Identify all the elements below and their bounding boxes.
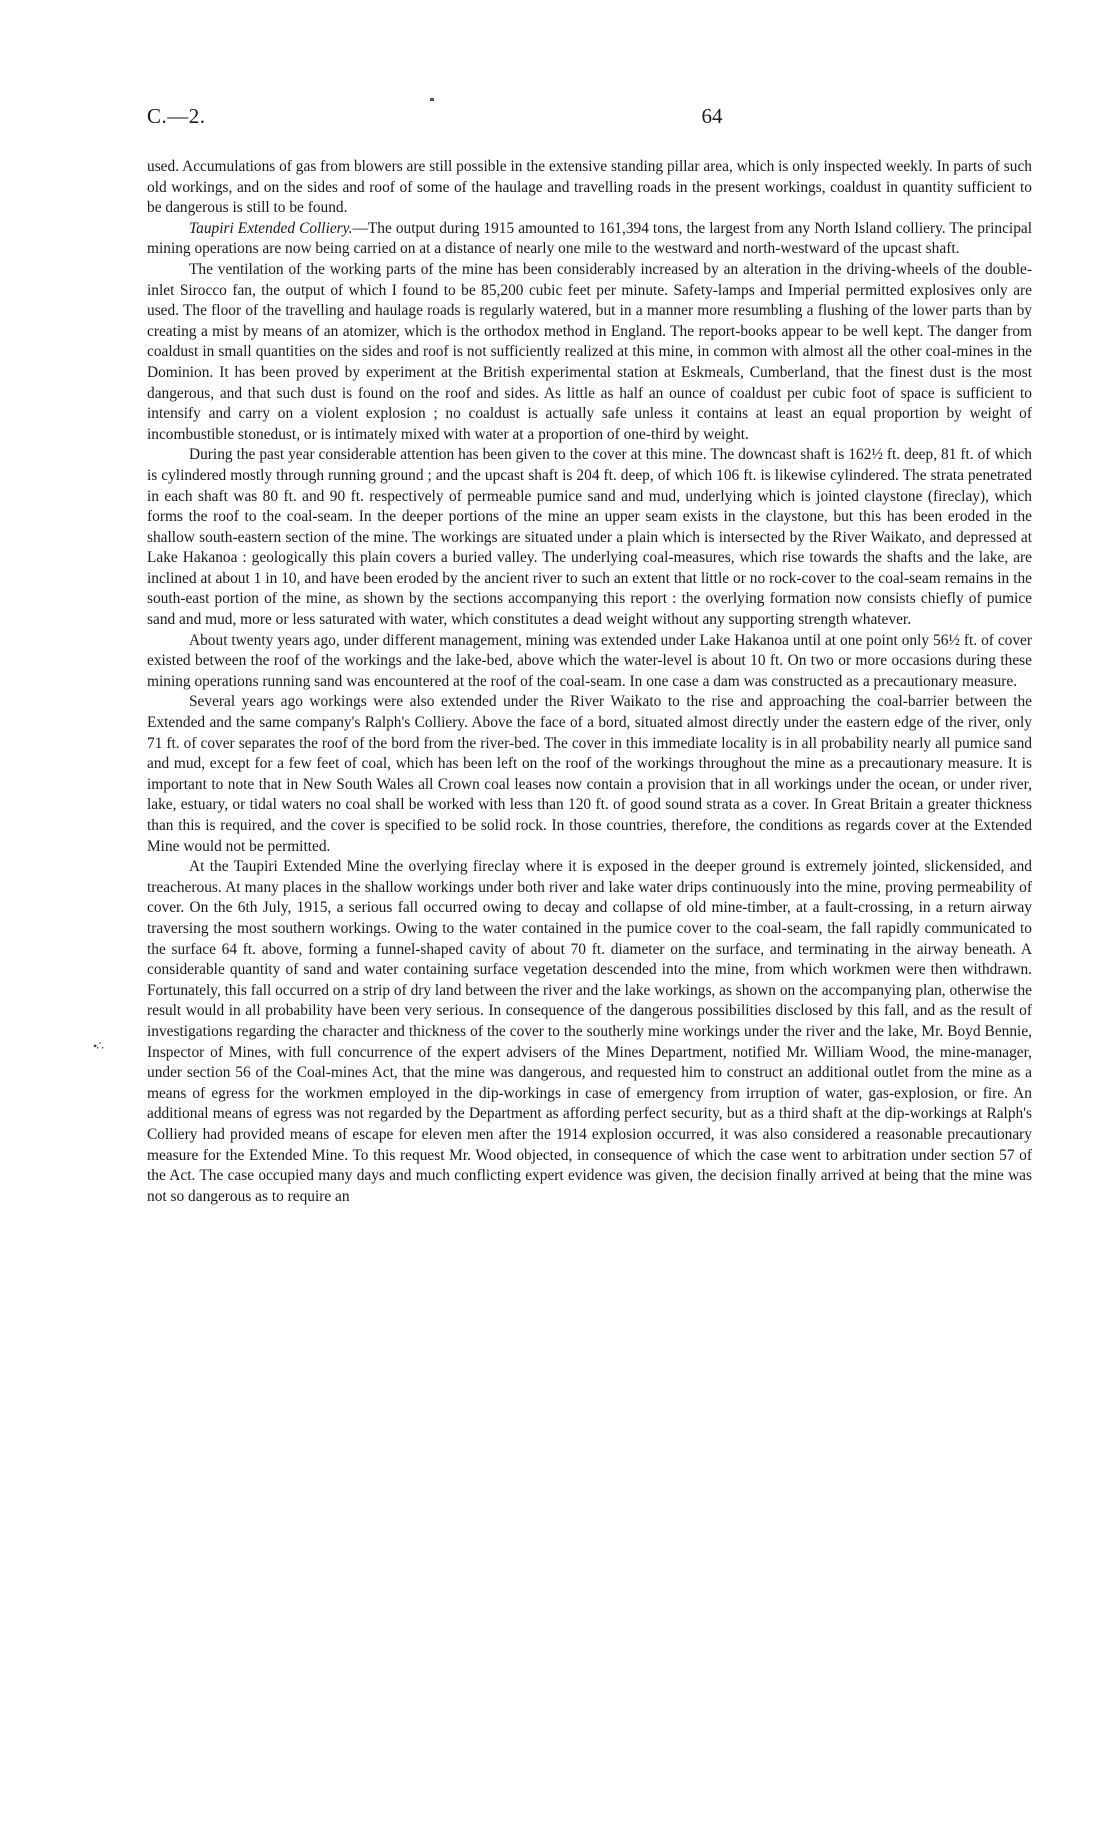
paragraph-2-text: —The output during 1915 amounted to 161,394 tons, the largest from any North Island colliery. The principal mining operations are now being carried on at a distance of nearly one mile to the westward and north-westward of the upcast shaft. xyxy=(147,219,1032,258)
paragraph-5: About twenty years ago, under different management, mining was extended under Lake Hakanoa until at one point only 56½ ft. of cover existed between the roof of the workings and the lake-bed, above which the water-level is about 10 ft. On two or more occasions during these mining operations running sand was encountered at the roof of the coal-seam. In one case a dam was constructed as a precautionary measure. xyxy=(147,631,1032,690)
paragraph-2 xyxy=(147,219,1032,260)
paragraph-7: At the Taupiri Extended Mine the overlying fireclay where it is exposed in the deeper ground is extremely jointed, slickensided, and treacherous. At many places in the shallow workings under both river and lake water drips continuously into the mine, proving permeability of cover. On the 6th July, 1915, a serious fall occurred owing to decay and collapse of old mine-timber, at a fault-crossing, in a return airway traversing the most southern workings. Owing to the water contained in the pumice cover to the coal-seam, the fall rapidly communicated to the surface 64 ft. above, forming a funnel-shaped cavity of about 70 ft. diameter on the surface, and terminating in the airway beneath. A considerable quantity of sand and water containing surface vegetation descended into the mine, from which workmen were then withdrawn. Fortunately, this fall occurred on a strip of dry land between the river and the lake workings, as shown on the accompanying plan, otherwise the result would in all probability have been very serious. In consequence of the dangerous possibilities disclosed by this fall, and as the result of investigations regarding the character and thickness of the cover to the southerly mine workings under the river and the lake, Mr. Boyd Bennie, Inspector of Mines, with full concurrence of the expert advisers of the Mines Department, notified Mr. William Wood, the mine-manager, under section 56 of the Coal-mines Act, that the mine was dangerous, and requested him to construct an additional outlet from the mine as a means of egress for the workmen employed in the dip-workings in case of emergency from irruption of water, gas-explosion, or fire. An additional means of egress was not regarded by the Department as affording perfect security, but as a third shaft at the dip-workings at Ralph's Colliery had provided means of escape for eleven men after the 1914 explosion occurred, it was also considered a reasonable precautionary measure for the Extended Mine. To this request Mr. Wood objected, in consequence of which the case went to arbitration under section 57 of the Act. The case occupied many days and much conflicting expert evidence was given, the decision finally arrived at being that the mine was not so dangerous as to require an xyxy=(147,858,1032,1205)
document-reference: C.—2. xyxy=(147,104,206,128)
paragraph-6: Several years ago workings were also extended under the River Waikato to the rise and approaching the coal-barrier between the Extended and the same company's Ralph's Colliery. Above the face of a bord, situated almost directly under the eastern edge of the river, only 71 ft. of cover separates the roof of the bord from the river-bed. The cover in this immediate locality is in all probability nearly all pumice sand and mud, except for a few feet of coal, which has been left on the roof of the workings throughout the mine as a precautionary measure. It is important to note that in New South Wales all Crown coal leases now contain a provision that in all workings under the ocean, or under river, lake, estuary, or tidal waters no coal shall be worked with less than 120 ft. of good sound strata as a cover. In Great Britain a greater thickness than this is required, and the cover is specified to be solid rock. In those countries, therefore, the conditions as regards cover at the Extended Mine would not be permitted. xyxy=(147,693,1032,855)
print-mark xyxy=(430,98,434,101)
margin-mark: •∴ xyxy=(93,1039,103,1053)
body-text xyxy=(147,157,1032,1207)
page-number: 64 xyxy=(701,104,723,128)
paragraph-4: During the past year considerable attention has been given to the cover at this mine. The downcast shaft is 162½ ft. deep, 81 ft. of which is cylindered mostly through running ground ; and the upcast shaft is 204 ft. deep, of which 106 ft. is likewise cylindered. The strata penetrated in each shaft was 80 ft. and 90 ft. respectively of permeable pumice sand and mud, underlying which is jointed claystone (fireclay), which forms the roof to the coal-seam. In the deeper portions of the mine an upper seam exists in the claystone, but this has been eroded in the shallow south-eastern section of the mine. The workings are situated under a plain which is intersected by the River Waikato, and depressed at Lake Hakanoa : geologically this plain covers a buried valley. The underlying coal-measures, which rise towards the shafts and the lake, are inclined at about 1 in 10, and have been eroded by the ancient river to such an extent that little or no rock-cover to the coal-seam remains in the south-east portion of the mine, as shown by the sections accompanying this report : the overlying formation now consists chiefly of pumice sand and mud, more or less saturated with water, which constitutes a dead weight without any supporting strength whatever. xyxy=(147,446,1032,629)
paragraph-1: used. Accumulations of gas from blowers are still possible in the extensive standing pillar area, which is only inspected weekly. In parts of such old workings, and on the sides and roof of some of the haulage and travelling roads in the present workings, coaldust in quantity sufficient to be dangerous is still to be found. xyxy=(147,158,1032,217)
paragraph-3: The ventilation of the working parts of the mine has been considerably increased by an alteration in the driving-wheels of the double-inlet Sirocco fan, the output of which I found to be 85,200 cubic feet per minute. Safety-lamps and Imperial permitted explosives only are used. The floor of the travelling and haulage roads is regularly watered, but in a manner more resumbling a flushing of the lower parts than by creating a mist by means of an atomizer, which is the orthodox method in England. The report-books appear to be well kept. The danger from coaldust in small quantities on the sides and roof is not sufficiently realized at this mine, in common with almost all the other coal-mines in the Dominion. It has been proved by experiment at the British experimental station at Eskmeals, Cumberland, that the finest dust is the most dangerous, and that such dust is found on the roof and sides. As little as half an ounce of coaldust per cubic foot of space is sufficient to intensify and carry on a violent explosion ; no coaldust is actually safe unless it contains at least an equal proportion by weight of incombustible stonedust, or is intimately mixed with water at a proportion of one-third by weight. xyxy=(147,260,1032,443)
page-header xyxy=(147,104,967,134)
section-heading: Taupiri Extended Colliery. xyxy=(189,219,353,237)
